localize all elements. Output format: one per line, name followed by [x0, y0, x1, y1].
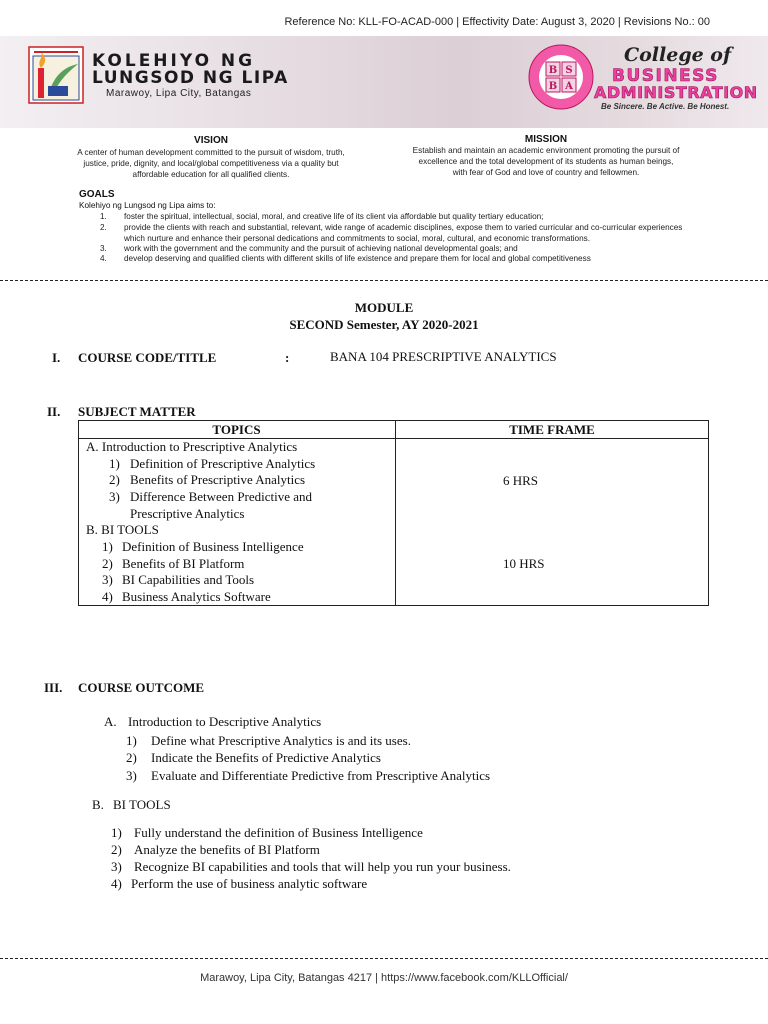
svg-text:S: S	[565, 65, 573, 76]
goal-number: 4.	[100, 254, 107, 263]
topic-item-number: 2)	[109, 472, 120, 487]
vision-line: affordable education for all qualified clients.	[132, 170, 290, 179]
topic-item-number: 1)	[102, 539, 113, 554]
table-header-time: TIME FRAME	[509, 422, 595, 437]
outcome-item: Recognize BI capabilities and tools that will help you run your business.	[134, 859, 511, 874]
mission-text	[391, 145, 701, 178]
time-frame-b: 10 HRS	[503, 556, 545, 571]
topic-item-number: 1)	[109, 456, 120, 471]
college-name-administration: ADMINISTRATION	[594, 83, 758, 102]
mission-line: Establish and maintain an academic environment promoting the pursuit of	[412, 146, 680, 155]
outcome-group-title: Introduction to Descriptive Analytics	[128, 714, 322, 729]
section2-label: SUBJECT MATTER	[78, 404, 196, 419]
module-semester: SECOND Semester, AY 2020-2021	[289, 317, 479, 332]
section1-label: COURSE CODE/TITLE	[78, 350, 217, 365]
goal-text: provide the clients with reach and substantial, relevant, wide range of academic disciplines, expose them to varied curricular and co-curricular experiences which nurture and enhance their personal dedications and commitments to social, moral, cultural, and economic transformations.	[124, 223, 683, 243]
course-title: BANA 104 PRESCRIPTIVE ANALYTICS	[330, 349, 557, 364]
goal-number: 3.	[100, 244, 107, 253]
school-seal-icon	[28, 46, 84, 104]
school-name-line2: LUNGSOD NG LIPA	[92, 68, 289, 88]
topic-group-title: A. Introduction to Prescriptive Analytics	[86, 439, 298, 454]
bsba-badge-icon	[528, 44, 594, 110]
topic-item: Difference Between Predictive and	[130, 489, 313, 504]
outcome-item-number: 2)	[111, 842, 122, 857]
outcome-group-title: BI TOOLS	[113, 797, 171, 812]
outcome-group-letter: A.	[104, 714, 117, 729]
school-name-line1: KOLEHIYO NG	[92, 51, 256, 71]
topic-item-number: 3)	[109, 489, 120, 504]
goal-number: 1.	[100, 212, 107, 221]
college-name-business: BUSINESS	[612, 66, 719, 86]
goal-text: develop deserving and qualified clients with different skills of life existence and prepare them for local and global competitiveness	[124, 254, 591, 263]
section1-number: I.	[52, 350, 61, 365]
outcome-item: Indicate the Benefits of Predictive Analytics	[151, 750, 381, 765]
mission-title: MISSION	[524, 134, 568, 145]
outcome-item: Define what Prescriptive Analytics is and its uses.	[151, 733, 411, 748]
section3-number: III.	[44, 680, 63, 695]
mission-line: excellence and the total development of its students as human beings,	[418, 157, 674, 166]
outcome-item: Perform the use of business analytic software	[131, 876, 368, 891]
goal-text: work with the government and the community and the pursuit of achieving national developmental goals; and	[124, 244, 518, 253]
topic-item-number: 4)	[102, 589, 113, 604]
vision-line: justice, pride, dignity, and local/global competitiveness via a quality but	[83, 159, 339, 168]
outcome-group-letter: B.	[92, 797, 104, 812]
goal-number: 2.	[100, 223, 107, 232]
topic-item: Definition of Prescriptive Analytics	[130, 456, 316, 471]
outcome-item-number: 1)	[111, 825, 122, 840]
module-title: MODULE	[354, 300, 414, 315]
goals-intro: Kolehiyo ng Lungsod ng Lipa aims to:	[79, 201, 216, 210]
college-of-label: College of	[624, 44, 732, 66]
topic-item: BI Capabilities and Tools	[122, 572, 255, 587]
goal-text: foster the spiritual, intellectual, social, moral, and creative life of its client via affordable but quality tertiary education;	[124, 212, 544, 221]
svg-text:B: B	[548, 65, 558, 76]
outcome-item: Evaluate and Differentiate Predictive from Prescriptive Analytics	[151, 768, 491, 783]
goals-title: GOALS	[79, 189, 115, 200]
footer-divider	[0, 958, 768, 959]
outcome-item-number: 4)	[111, 876, 122, 891]
school-address: Marawoy, Lipa City, Batangas	[106, 88, 252, 99]
topic-item-continued: Prescriptive Analytics	[130, 506, 245, 521]
topic-item: Business Analytics Software	[122, 589, 271, 604]
topic-group-title: B. BI TOOLS	[86, 522, 159, 537]
topic-item: Definition of Business Intelligence	[122, 539, 304, 554]
svg-text:A: A	[565, 81, 573, 92]
svg-text:B: B	[548, 81, 558, 92]
topic-item-number: 2)	[102, 556, 113, 571]
outcome-item: Fully understand the definition of Business Intelligence	[134, 825, 423, 840]
vision-title: VISION	[194, 135, 228, 146]
section2-number: II.	[47, 404, 61, 419]
section1-colon: :	[285, 350, 290, 365]
outcome-item-number: 1)	[126, 733, 137, 748]
outcome-item: Analyze the benefits of BI Platform	[134, 842, 320, 857]
table-divider	[395, 421, 396, 605]
topic-item: Benefits of BI Platform	[122, 556, 245, 571]
table-header-topics: TOPICS	[212, 422, 261, 437]
topic-item-number: 3)	[102, 572, 113, 587]
college-motto: Be Sincere. Be Active. Be Honest.	[601, 102, 730, 111]
footer-text: Marawoy, Lipa City, Batangas 4217 | https://www.facebook.com/KLLOfficial/	[200, 972, 568, 984]
section3-label: COURSE OUTCOME	[78, 680, 205, 695]
outcome-item-number: 3)	[126, 768, 137, 783]
mission-line: with fear of God and love of country and fellowmen.	[452, 168, 640, 177]
time-frame-a: 6 HRS	[503, 473, 539, 488]
vision-line: A center of human development committed to the pursuit of wisdom, truth,	[77, 148, 345, 157]
section-divider	[0, 280, 768, 281]
header-banner	[0, 36, 768, 128]
vision-text	[56, 147, 366, 180]
outcome-item-number: 3)	[111, 859, 122, 874]
outcome-item-number: 2)	[126, 750, 137, 765]
reference-line: Reference No: KLL-FO-ACAD-000 | Effectivity Date: August 3, 2020 | Revisions No.: 00	[284, 16, 710, 28]
topic-item: Benefits of Prescriptive Analytics	[130, 472, 306, 487]
